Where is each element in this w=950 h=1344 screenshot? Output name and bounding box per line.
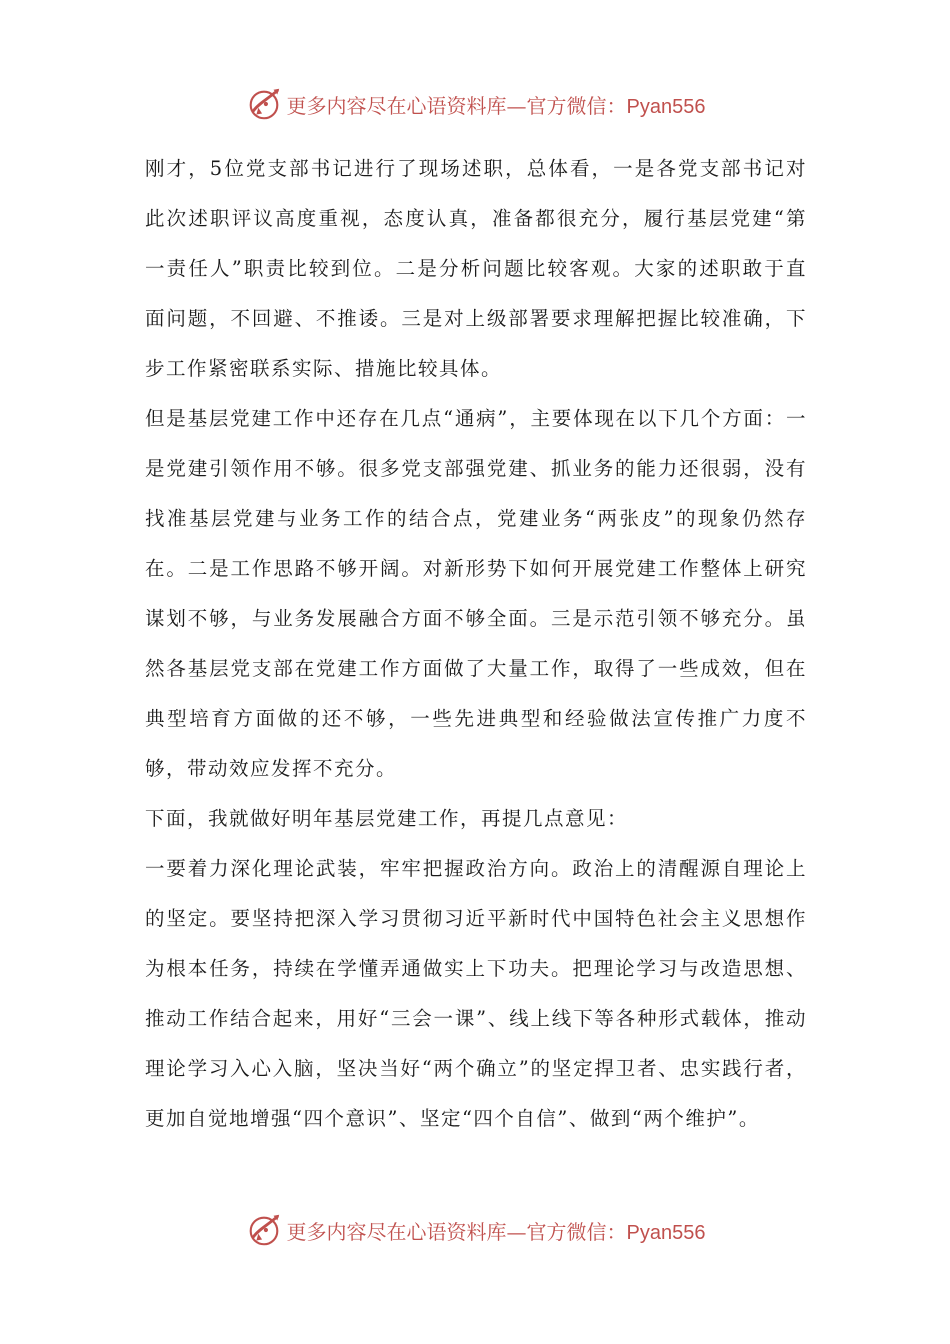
footer-banner-text [287,1216,706,1245]
document-body [145,144,807,1144]
footer-banner-cn: 更多内容尽在心语资料库—官方微信： [286,1219,627,1244]
paragraph: 但是基层党建工作中还存在几点“通病”，主要体现在以下几个方面：一是党建引领作用不够。很多党支部强党建、抓业务的能力还很弱，没有找准基层党建与业务工作的结合点，党建业务“两张皮”的现象仍然存在。二是工作思路不够开阔。对新形势下如何开展党建工作整体上研究谋划不够，与业务发展融合方面不够全面。三是示范引领不够充分。虽然各基层党支部在党建工作方面做了大量工作，取得了一些成效，但在典型培育方面做的还不够，一些先进典型和经验做法宣传推广力度不够，带动效应发挥不充分。 [145,407,807,780]
header-banner [0,84,950,124]
paragraph: 下面，我就做好明年基层党建工作，再提几点意见： [145,807,629,830]
logo-icon [245,1211,283,1249]
header-banner-text [287,90,706,119]
paragraph: 刚才，5位党支部书记进行了现场述职，总体看，一是各党支部书记对此次述职评议高度重视，态度认真，准备都很充分，履行基层党建“第一责任人”职责比较到位。二是分析问题比较客观。大家的述职敢于直面问题，不回避、不推诿。三是对上级部署要求理解把握比较准确，下步工作紧密联系实际、措施比较具体。 [145,157,807,380]
logo-icon [245,85,283,123]
footer-banner [0,1210,950,1250]
header-banner-cn: 更多内容尽在心语资料库—官方微信： [286,93,627,118]
header-banner-id: Pyan556 [626,95,706,118]
footer-banner-id: Pyan556 [626,1221,706,1244]
paragraph: 一要着力深化理论武装，牢牢把握政治方向。政治上的清醒源自理论上的坚定。要坚持把深入学习贯彻习近平新时代中国特色社会主义思想作为根本任务，持续在学懂弄通做实上下功夫。把理论学习与改造思想、推动工作结合起来，用好“三会一课”、线上线下等各种形式载体，推动理论学习入心入脑，坚决当好“两个确立”的坚定捍卫者、忠实践行者，更加自觉地增强“四个意识”、坚定“四个自信”、做到“两个维护”。 [145,857,807,1130]
